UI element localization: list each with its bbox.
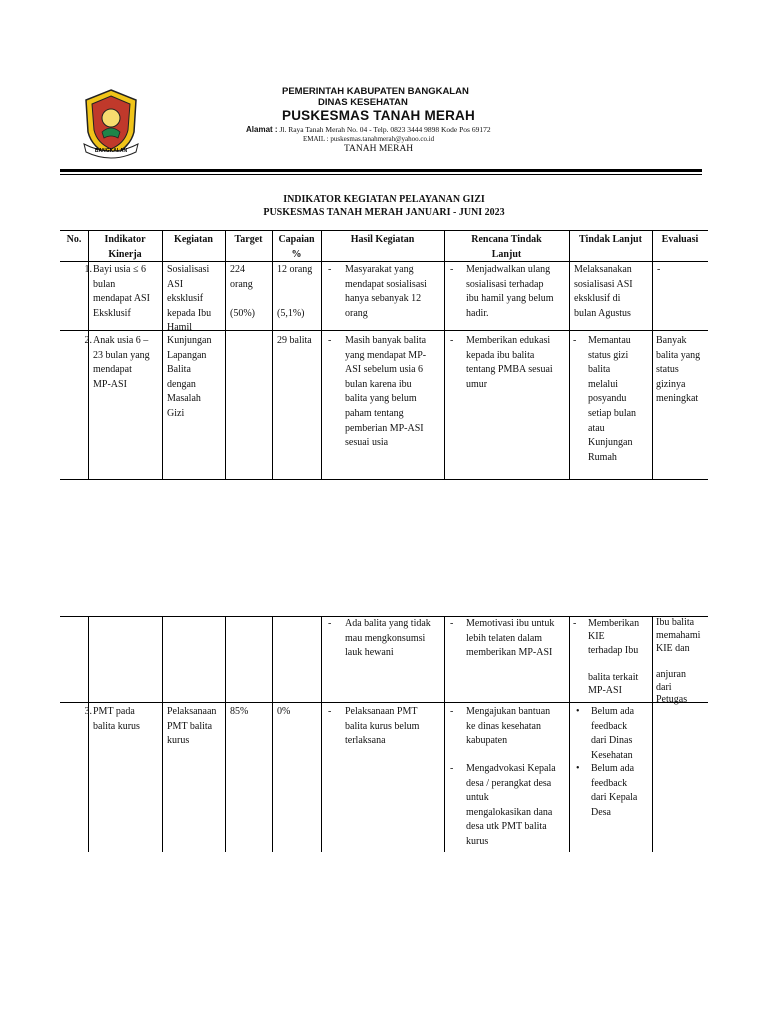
table-rule: [60, 702, 708, 703]
letterhead-address: [246, 125, 491, 134]
row3-tindak1: Belum ada feedback dari Dinas Kesehatan: [591, 706, 635, 761]
row2-hasil-dash: -: [328, 335, 332, 346]
row2-kegiatan: Kunjungan Lapangan Balita dengan Masalah Gizi: [167, 335, 212, 419]
table-rule: [60, 230, 708, 231]
table-rule: [60, 330, 708, 331]
letterhead-department: DINAS KESEHATAN: [318, 97, 408, 108]
column-divider: [321, 230, 322, 479]
row1-evaluasi: -: [657, 264, 661, 275]
row2-rencana-dash: -: [450, 335, 454, 346]
column-divider: [272, 230, 273, 479]
column-divider: [444, 616, 445, 852]
row2b-tindak-dash: -: [573, 618, 577, 629]
column-divider: [272, 616, 273, 852]
row2b-evaluasi: Ibu balita memahami KIE dan anjuran dari Petugas: [656, 617, 701, 706]
row1-kegiatan: Sosialisasi ASI eksklusif kepada Ibu Hamil: [167, 264, 212, 334]
col-header-kegiatan: Kegiatan: [174, 234, 213, 245]
row3-indikator: PMT pada balita kurus: [93, 706, 140, 732]
row2-evaluasi: Banyak balita yang status gizinya meningkat: [656, 335, 701, 405]
row3-rencana1-dash: -: [450, 706, 454, 717]
col-header-rencana: Rencana Tindak Lanjut: [471, 234, 542, 260]
row1-hasil: Masyarakat yang mendapat sosialisasi hanya sebanyak 12 orang: [345, 264, 427, 319]
row3-tindak1-bullet: •: [576, 706, 580, 717]
col-header-indikator: Indikator Kinerja: [104, 234, 146, 260]
column-divider: [569, 230, 570, 479]
column-divider: [225, 616, 226, 852]
row2b-hasil: Ada balita yang tidak mau mengkonsumsi lauk hewani: [345, 618, 431, 659]
document-title: INDIKATOR KEGIATAN PELAYANAN GIZI: [283, 194, 485, 205]
row1-rencana: Menjadwalkan ulang sosialisasi terhadap ibu hamil yang belum hadir.: [466, 264, 554, 319]
row2-no: 2.: [84, 335, 92, 346]
table-rule: [60, 479, 708, 480]
letterhead-email: EMAIL : puskesmas.tanahmerah@yahoo.co.id: [303, 135, 435, 143]
row2-tindak-dash: -: [573, 335, 577, 346]
row2-capaian: 29 balita: [277, 335, 312, 346]
col-header-evaluasi: Evaluasi: [661, 234, 699, 245]
row2-indikator: Anak usia 6 – 23 bulan yang mendapat MP-ASI: [93, 335, 150, 390]
column-divider: [569, 616, 570, 852]
row2b-rencana-dash: -: [450, 618, 454, 629]
row1-rencana-dash: -: [450, 264, 454, 275]
logo-ribbon-text: BANGKALAN: [94, 148, 128, 154]
address-label: Alamat :: [246, 125, 278, 134]
column-divider: [225, 230, 226, 479]
document-subtitle: PUSKESMAS TANAH MERAH JANUARI - JUNI 2023: [263, 207, 505, 218]
row3-capaian: 0%: [277, 706, 291, 717]
row2-tindak: Memantau status gizi balita melalui posyandu setiap bulan atau Kunjungan Rumah: [588, 335, 637, 463]
row3-kegiatan: Pelaksanaan PMT balita kurus: [167, 706, 217, 747]
letterhead-town: TANAH MERAH: [344, 144, 414, 154]
row1-no: 1.: [84, 264, 92, 275]
column-divider: [652, 616, 653, 852]
column-divider: [652, 230, 653, 479]
row3-tindak2: Belum ada feedback dari Kepala Desa: [591, 763, 638, 818]
col-header-no: No.: [66, 234, 82, 245]
column-divider: [162, 230, 163, 479]
letterhead-institution: PUSKESMAS TANAH MERAH: [282, 108, 475, 123]
row3-rencana1: Mengajukan bantuan ke dinas kesehatan kabupaten: [466, 706, 551, 747]
row1-target: 224 orang (50%): [230, 264, 255, 319]
column-divider: [321, 616, 322, 852]
column-divider: [444, 230, 445, 479]
address-text: Jl. Raya Tanah Merah No. 04 - Telp. 0823 3444 9898 Kode Pos 69172: [279, 125, 491, 134]
column-divider: [88, 616, 89, 852]
row2b-hasil-dash: -: [328, 618, 332, 629]
col-header-hasil: Hasil Kegiatan: [350, 234, 415, 245]
row3-hasil-dash: -: [328, 706, 332, 717]
row1-tindak: Melaksanakan sosialisasi ASI eksklusif di bulan Agustus: [574, 264, 633, 319]
row1-hasil-dash: -: [328, 264, 332, 275]
row1-indikator: Bayi usia ≤ 6 bulan mendapat ASI Eksklusif: [93, 264, 150, 319]
row3-rencana2: Mengadvokasi Kepala desa / perangkat desa untuk mengalokasikan dana desa utk PMT balita kurus: [466, 763, 556, 847]
row3-target: 85%: [230, 706, 249, 717]
row2-hasil: Masih banyak balita yang mendapat MP- ASI sebelum usia 6 bulan karena ibu balita yang belum paham tentang pemberian MP-ASI sesuai usia: [345, 335, 427, 449]
col-header-target: Target: [234, 234, 263, 245]
row3-no: 3.: [84, 706, 92, 717]
regency-emblem-logo: [80, 88, 142, 160]
letterhead-divider-thick: [60, 169, 702, 172]
row3-hasil: Pelaksanaan PMT balita kurus belum terlaksana: [345, 706, 420, 747]
row3-tindak2-bullet: •: [576, 763, 580, 774]
col-header-capaian: Capaian %: [278, 234, 315, 260]
column-divider: [162, 616, 163, 852]
col-header-tindak: Tindak Lanjut: [579, 234, 642, 245]
letterhead-divider-thin: [60, 174, 702, 175]
row2-rencana: Memberikan edukasi kepada ibu balita tentang PMBA sesuai umur: [466, 335, 553, 390]
row3-rencana2-dash: -: [450, 763, 454, 774]
row2b-tindak: Memberikan KIE terhadap Ibu balita terkait MP-ASI: [588, 618, 640, 697]
row2b-rencana: Memotivasi ibu untuk lebih telaten dalam memberikan MP-ASI: [466, 618, 555, 659]
letterhead-government: PEMERINTAH KABUPATEN BANGKALAN: [282, 86, 469, 97]
row1-capaian: 12 orang (5,1%): [277, 264, 313, 319]
